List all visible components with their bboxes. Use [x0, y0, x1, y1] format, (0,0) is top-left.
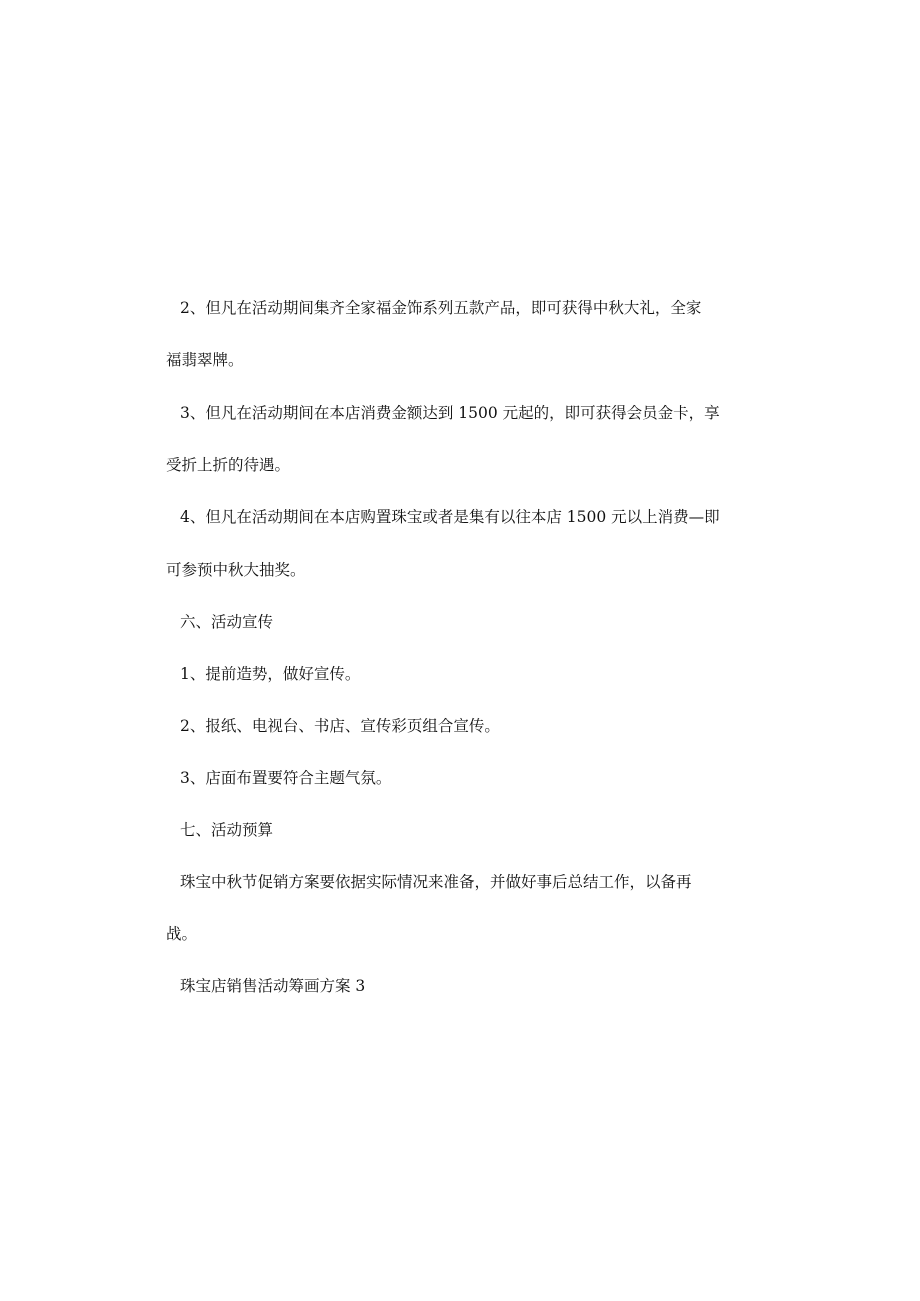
plan-title-3: 珠宝店销售活动筹画方案 3 — [180, 977, 366, 995]
section-heading-promotion: 六、活动宣传 — [180, 613, 274, 631]
budget-paragraph-line-2: 战。 — [166, 925, 198, 943]
paragraph-item-3-line-1: 3、但凡在活动期间在本店消费金额达到 1500 元起的，即可获得会员金卡，享 — [180, 404, 720, 422]
promotion-item-3: 3、店面布置要符合主题气氛。 — [180, 769, 392, 787]
promotion-item-1: 1、提前造势，做好宣传。 — [180, 665, 361, 683]
budget-paragraph-line-1: 珠宝中秋节促销方案要依据实际情况来准备，并做好事后总结工作，以备再 — [180, 873, 692, 891]
paragraph-item-4-line-2: 可参预中秋大抽奖。 — [166, 561, 306, 579]
paragraph-item-2-line-1: 2、但凡在活动期间集齐全家福金饰系列五款产品，即可获得中秋大礼，全家 — [180, 299, 702, 317]
promotion-item-2: 2、报纸、电视台、书店、宣传彩页组合宣传。 — [180, 717, 500, 735]
paragraph-item-4-line-1: 4、但凡在活动期间在本店购置珠宝或者是集有以往本店 1500 元以上消费—即 — [180, 508, 720, 526]
paragraph-item-2-line-2: 福翡翠牌。 — [166, 351, 244, 369]
paragraph-item-3-line-2: 受折上折的待遇。 — [166, 456, 291, 474]
section-heading-budget: 七、活动预算 — [180, 821, 274, 839]
